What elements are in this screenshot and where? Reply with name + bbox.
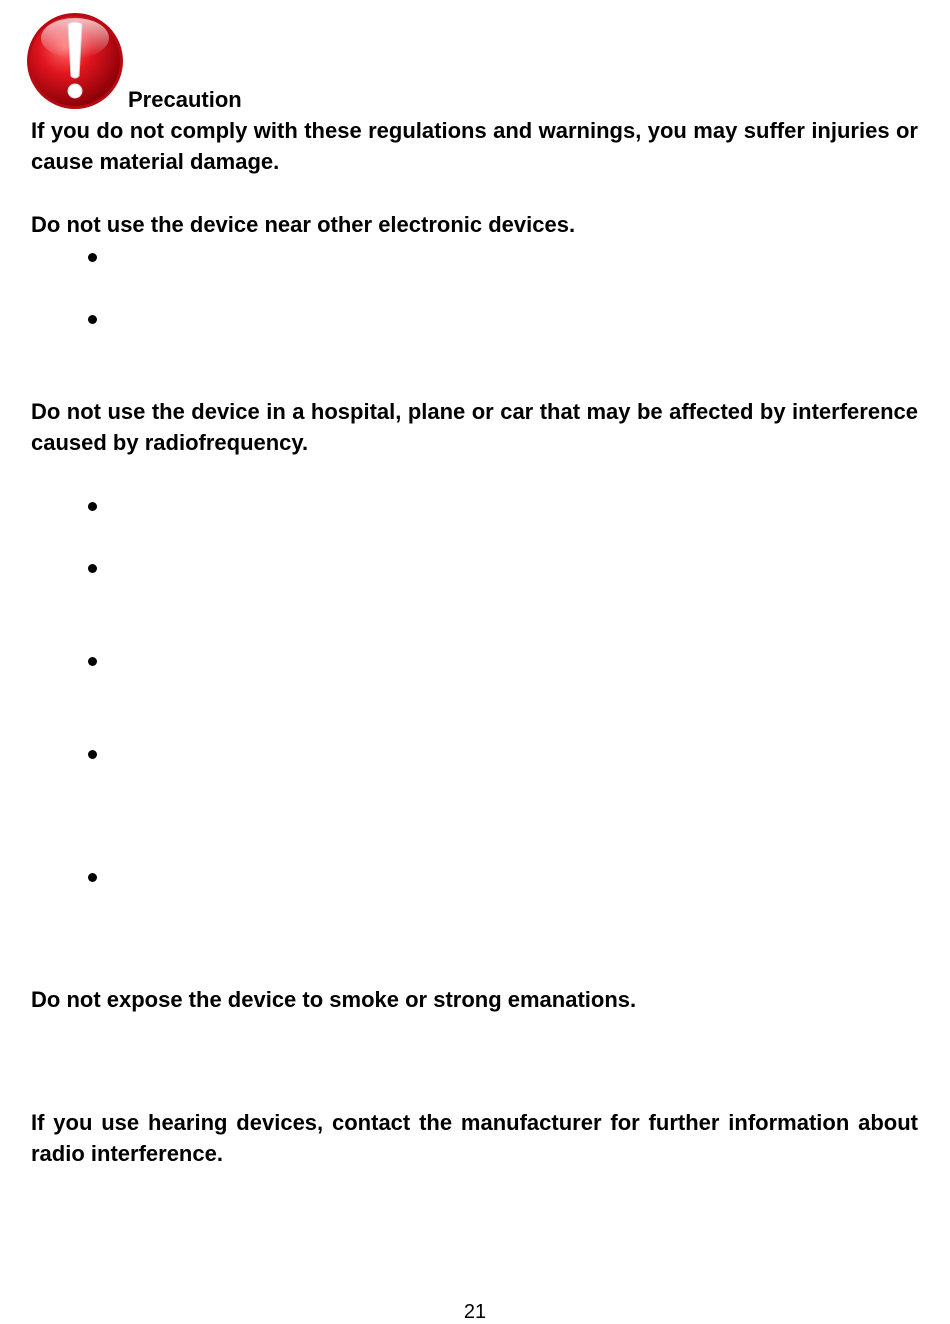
- bullet-marker: [86, 500, 99, 513]
- section-heading-hospital-plane-car: Do not use the device in a hospital, plane or car that may be affected by interference caused by radiofrequency.: [31, 399, 918, 455]
- bullet-marker: [86, 562, 99, 575]
- bullet-marker: [86, 251, 99, 264]
- bullet-marker: [86, 655, 99, 668]
- bullet-marker: [86, 748, 99, 761]
- page-title: Precaution: [128, 87, 242, 112]
- section-heading-hearing-devices: If you use hearing devices, contact the manufacturer for further information about radio interference.: [31, 1110, 918, 1166]
- bullet-marker: [86, 313, 99, 326]
- page-number: 21: [463, 1301, 487, 1323]
- intro-paragraph: If you do not comply with these regulations and warnings, you may suffer injuries or cause material damage.: [31, 118, 918, 174]
- bullet-marker: [86, 871, 99, 884]
- section-heading-electronic-devices: Do not use the device near other electronic devices.: [31, 212, 576, 237]
- warning-exclamation-icon: [24, 10, 126, 112]
- section-heading-smoke: Do not expose the device to smoke or strong emanations.: [31, 987, 637, 1012]
